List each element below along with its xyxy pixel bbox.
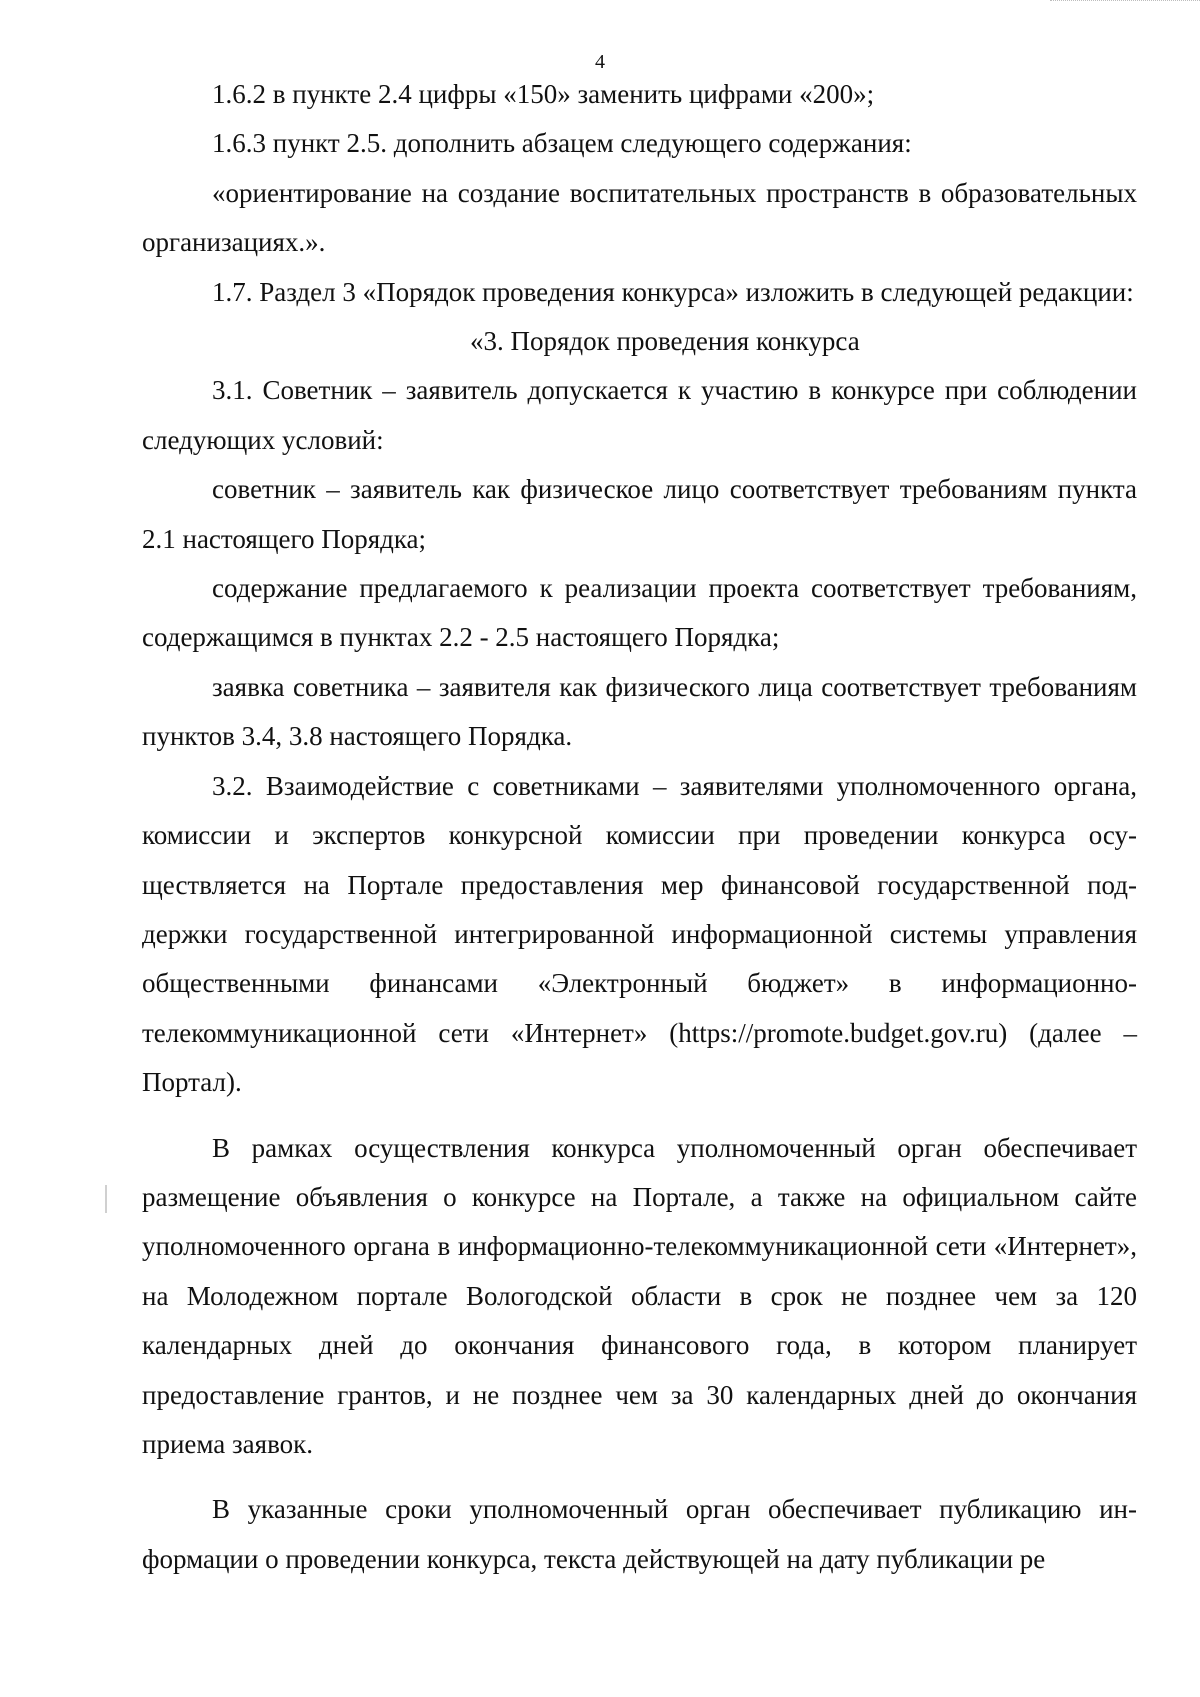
condition-application: заявка советника – заявителя как физического лица соответствует требованиям пунктов 3.4, 3.8 настоящего Порядка. bbox=[142, 671, 1137, 752]
condition-advisor: советник – заявитель как физическое лицо соответствует требованиям пункта 2.1 настоящего Порядка; bbox=[142, 474, 1137, 554]
paragraph-1-7: 1.7. Раздел 3 «Порядок проведения конкурса» изложить в следующей редакции: bbox=[212, 276, 1134, 307]
section-heading: «3. Порядок проведения конкурса bbox=[470, 326, 860, 357]
paragraph-announcement: В рамках осуществления конкурса уполномоченный орган обеспечивает размещение объявления о конкурсе на Портале, а также на официальном сайте уполномоченного органа в информационно-телекоммуникационной сети «Интернет», на Молодежном портале Вологодской области в срок не позднее чем за 120 календарных дней до окончания финансового года, в котором планирует предоставление грантов, и не позднее чем за 30 календарных дней до окончания приема заявок. bbox=[142, 1132, 1137, 1459]
paragraph-1-6-2: 1.6.2 в пункте 2.4 цифры «150» заменить цифрами «200»; bbox=[212, 79, 875, 109]
paragraph-3-2: 3.2. Взаимодействие с советниками – заявителями уполномоченного органа, комиссии и экспертов конкурсной комиссии при проведении конкурса осуществляется на Портале предоставления мер финансовой государственной поддержки государственной интегрированной информационной системы управления общественными финансами «Электронный бюджет» в информационно-телекоммуникационной сети «Интернет» (https://promote.budget.gov.ru) (далее – Портал). bbox=[142, 770, 1137, 1098]
document-body bbox=[142, 70, 1137, 1584]
scan-margin-mark bbox=[105, 1185, 107, 1213]
scan-edge-mark bbox=[1050, 0, 1200, 11]
condition-project: содержание предлагаемого к реализации проекта соответствует требованиям, содержащимся в пунктах 2.2 - 2.5 настоящего Порядка; bbox=[142, 573, 1137, 653]
paragraph-orientation: «ориентирование на создание воспитательных пространств в образовательных организациях.». bbox=[142, 177, 1137, 258]
paragraph-publication: В указанные сроки уполномоченный орган обеспечивает публикацию информации о проведении конкурса, текста действующей на дату публикации ре bbox=[142, 1494, 1137, 1574]
paragraph-3-1: 3.1. Советник – заявитель допускается к участию в конкурсе при соблюдении следующих условий: bbox=[142, 375, 1137, 455]
paragraph-1-6-3: 1.6.3 пункт 2.5. дополнить абзацем следующего содержания: bbox=[212, 128, 912, 159]
page-number: 4 bbox=[595, 51, 605, 73]
